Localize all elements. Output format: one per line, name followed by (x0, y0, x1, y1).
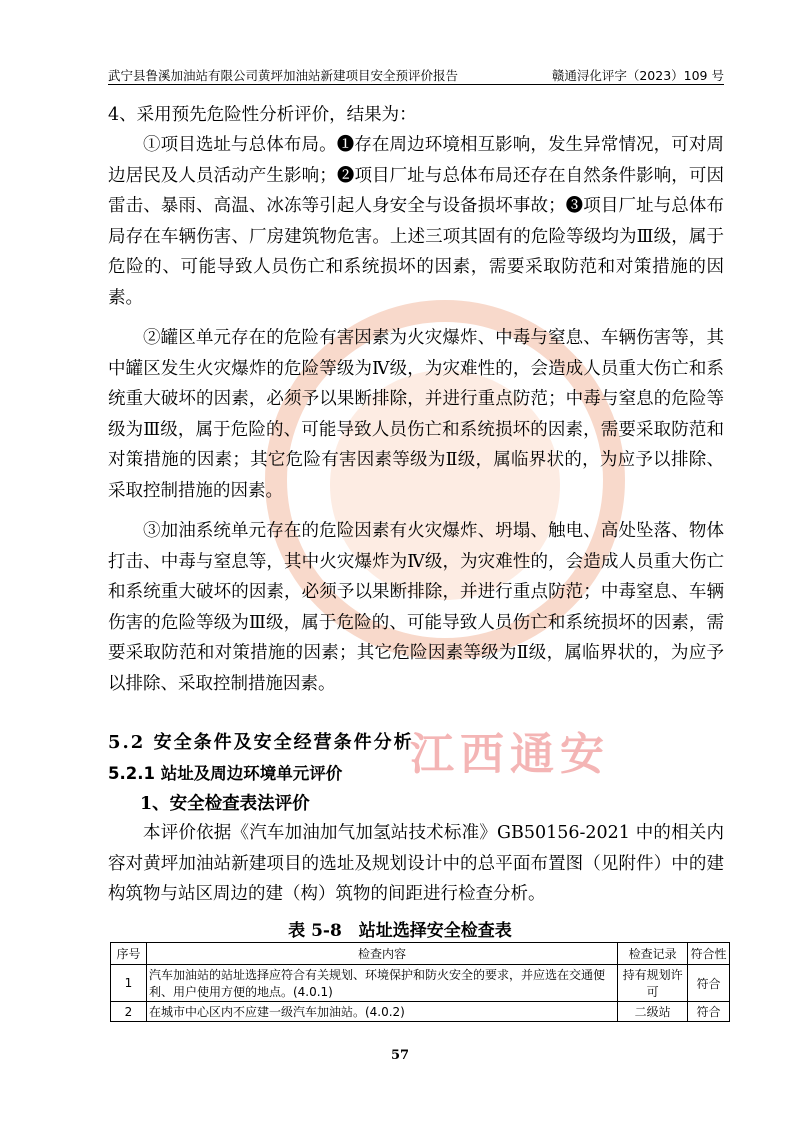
table-header-row (111, 943, 730, 965)
paragraph-refueling-system: ③加油系统单元存在的危险因素有火灾爆炸、坍塌、触电、高处坠落、物体打击、中毒与窒息等，其中火灾爆炸为Ⅳ级，为灾难性的，会造成人员重大伤亡和系统重大破坏的因素，必须予以果断排除，并进行重点防范；中毒窒息、车辆伤害的危险等级为Ⅲ级，属于危险的、可能导致人员伤亡和系统损坏的因素，需要采取防范和对策措施的因素；其它危险因素等级为Ⅱ级，属临界状的，为应予以排除、采取控制措施因素。 (108, 521, 724, 694)
paragraph-result-intro: 4、采用预先危险性分析评价，结果为： (108, 105, 417, 125)
page-number: 57 (390, 1048, 410, 1063)
header-report-title: 武宁县鲁溪加油站有限公司黄坪加油站新建项目安全预评价报告 (108, 68, 459, 83)
cell-compliance: 符合 (688, 965, 730, 1002)
table-row (111, 1002, 730, 1022)
paragraph-method-basis: 本评价依据《汽车加油加气加氢站技术标准》GB50156-2021 中的相关内容对黄坪加油站新建项目的选址及规划设计中的总平面布置图（见附件）中的建构筑物与站区周边的建（构）筑物的间距进行检查分析。 (108, 823, 724, 905)
watermark-text: 江西通安 (410, 729, 610, 780)
col-header-compliance: 符合性 (688, 943, 730, 965)
col-header-number: 序号 (111, 943, 147, 965)
section-heading: 5.2 安全条件及安全经营条件分析 (108, 732, 414, 753)
cell-number: 2 (111, 1002, 147, 1022)
paragraph-site-layout: ①项目选址与总体布局。❶存在周边环境相互影响，发生异常情况，可对周边居民及人员活动产生影响；❷项目厂址与总体布局还存在自然条件影响，可因雷击、暴雨、高温、冰冻等引起人身安全与设备损坏事故；❸项目厂址与总体布局存在车辆伤害、厂房建筑物危害。上述三项其固有的危险等级均为Ⅲ级，属于危险的、可能导致人员伤亡和系统损坏的因素，需要采取防范和对策措施的因素。 (108, 135, 724, 308)
item-heading: 1、安全检查表法评价 (140, 794, 310, 814)
cell-compliance: 符合 (688, 1002, 730, 1022)
cell-content: 在城市中心区内不应建一级汽车加油站。(4.0.2) (146, 1002, 617, 1022)
table-title: 表 5-8 站址选择安全检查表 (288, 921, 512, 941)
col-header-content: 检查内容 (146, 943, 617, 965)
subsection-heading: 5.2.1 站址及周边环境单元评价 (108, 764, 343, 783)
cell-record: 持有规划许可 (618, 965, 688, 1002)
header-doc-number: 赣通浔化评字（2023）109 号 (551, 68, 724, 83)
site-check-table (110, 942, 730, 1022)
table-row (111, 965, 730, 1002)
cell-number: 1 (111, 965, 147, 1002)
running-header (108, 64, 724, 85)
cell-record: 二级站 (618, 1002, 688, 1022)
paragraph-tank-area: ②罐区单元存在的危险有害因素为火灾爆炸、中毒与窒息、车辆伤害等，其中罐区发生火灾爆炸的危险等级为Ⅳ级，为灾难性的，会造成人员重大伤亡和系统重大破坏的因素，必须予以果断排除，并进行重点防范；中毒与窒息的危险等级为Ⅲ级，属于危险的、可能导致人员伤亡和系统损坏的因素，需要采取防范和对策措施的因素；其它危险有害因素等级为Ⅱ级，属临界状的，为应予以排除、采取控制措施的因素。 (108, 328, 724, 501)
cell-content: 汽车加油站的站址选择应符合有关规划、环境保护和防火安全的要求，并应选在交通便利、用户使用方便的地点。(4.0.1) (146, 965, 617, 1002)
col-header-record: 检查记录 (618, 943, 688, 965)
